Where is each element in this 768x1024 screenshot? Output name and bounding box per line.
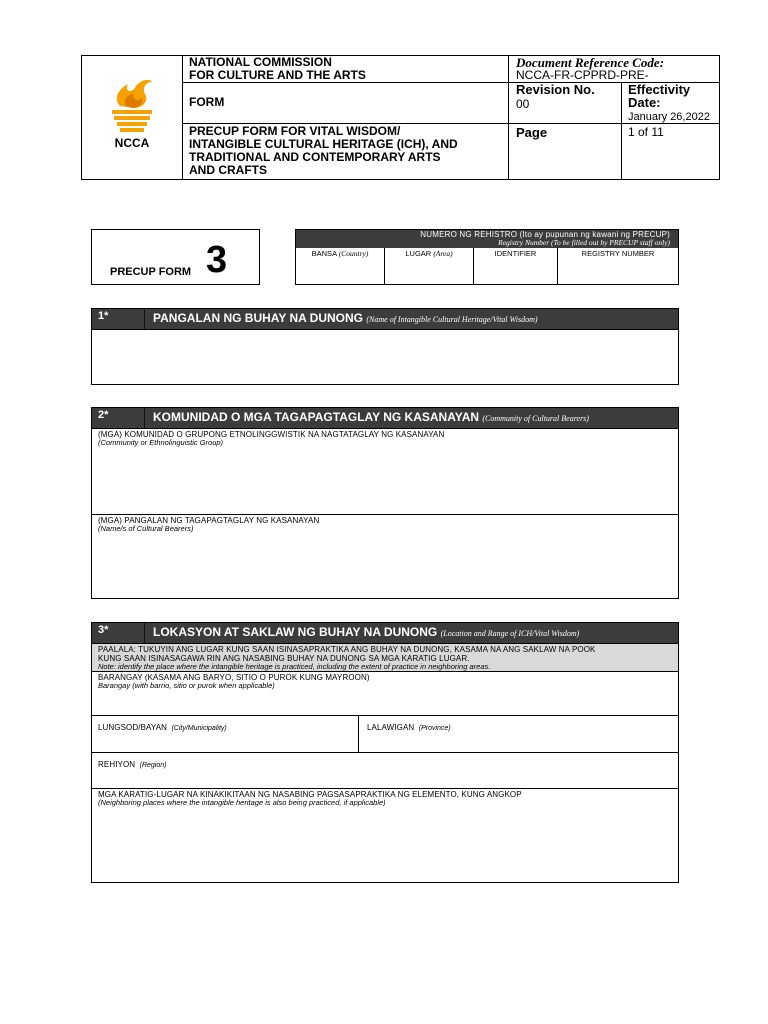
section-2-number: 2*: [98, 409, 109, 421]
country-label-en: (Country): [338, 249, 369, 258]
precup-form-label: PRECUP FORM: [110, 266, 192, 278]
city-label: LUNGSOD/BAYAN: [98, 723, 168, 732]
section-1-title-en: (Name of Intangible Cultural Heritage/Vital Wisdom): [366, 315, 538, 324]
section-3-number: 3*: [98, 624, 109, 636]
section-3-title-en: (Location and Range of ICH/Vital Wisdom): [440, 629, 580, 638]
org-line-1: NATIONAL COMMISSION: [189, 55, 332, 69]
page-value: 1 of 11: [628, 125, 664, 139]
community-field[interactable]: [92, 428, 678, 514]
registry-country-field[interactable]: [296, 248, 385, 284]
section-3-title-text: LOKASYON AT SAKLAW NG BUHAY NA DUNONG: [153, 625, 438, 639]
section-3: [91, 622, 679, 883]
registry-header: [296, 230, 678, 248]
cultural-bearers-label: (MGA) PANGALAN NG TAGAPAGTAGLAY NG KASANAYAN: [98, 516, 320, 525]
note-line-2: KUNG SAAN ISINASAGAWA RIN ANG NASABING BUHAY NA DUNONG SA MGA KARATIG LUGAR.: [98, 654, 470, 663]
barangay-label: BARANGAY (KASAMA ANG BARYO, SITIO O PUROK KUNG MAYROON): [98, 673, 370, 682]
section-1-number: 1*: [98, 310, 109, 322]
precup-form-box: [91, 229, 260, 285]
org-line-2: FOR CULTURE AND THE ARTS: [189, 68, 366, 82]
ich-name-field[interactable]: [92, 329, 678, 384]
neighboring-label-en: (Neighboring places where the intangible heritage is also being practiced, if applicable): [98, 798, 386, 807]
barangay-field[interactable]: [92, 671, 678, 715]
precup-form-number: 3: [206, 239, 228, 281]
title-line-4: AND CRAFTS: [189, 163, 267, 177]
region-label: REHIYON: [98, 760, 136, 769]
revision-value: 00: [516, 97, 530, 111]
location-note: [92, 643, 678, 671]
doc-ref-value: NCCA-FR-CPPRD-PRE-: [516, 68, 649, 82]
effectivity-value: January 26,2022: [628, 111, 710, 123]
city-field[interactable]: [92, 716, 359, 752]
community-label: (MGA) KOMUNIDAD O GRUPONG ETNOLINGGWISTIK NA NAGTATAGLAY NG KASANAYAN: [98, 430, 445, 439]
city-province-row: [92, 715, 678, 752]
area-label-en: (Area): [433, 249, 453, 258]
registry-number-field[interactable]: REGISTRY NUMBER: [581, 249, 655, 258]
neighboring-label: MGA KARATIG-LUGAR NA KINAKIKITAAN NG NASABING PAGSASAPRAKTIKA NG ELEMENTO, KUNG ANGKOP: [98, 790, 522, 799]
community-label-en: (Community or Ethnolinguistic Group): [98, 438, 224, 447]
city-label-en: (City/Municipality): [171, 725, 227, 732]
registry-identifier-field[interactable]: IDENTIFIER: [474, 248, 558, 284]
province-label: LALAWIGAN: [367, 723, 415, 732]
section-1-title: [144, 309, 538, 329]
organization-name: [183, 56, 509, 83]
region-field[interactable]: [92, 752, 678, 788]
note-line-1: PAALALA: TUKUYIN ANG LUGAR KUNG SAAN ISINASAPRAKTIKA ANG BUHAY NA DUNONG, KASAMA NA ANG SAKLAW NA POOK: [98, 645, 596, 654]
logo-text: NCCA: [114, 136, 150, 150]
section-1-header: [92, 309, 678, 329]
registry-number-box: [295, 229, 679, 285]
province-field[interactable]: [359, 716, 678, 752]
section-1-title-text: PANGALAN NG BUHAY NA DUNONG: [153, 311, 364, 325]
doc-ref-label: Document Reference Code:: [516, 55, 665, 70]
section-2-title-text: KOMUNIDAD O MGA TAGAPAGTAGLAY NG KASANAYAN: [153, 410, 480, 424]
section-2-header: [92, 408, 678, 428]
revision-cell: [509, 83, 622, 124]
title-line-3: TRADITIONAL AND CONTEMPORARY ARTS: [189, 150, 441, 164]
section-1: [91, 308, 679, 385]
cultural-bearers-label-en: (Name/s of Cultural Bearers): [98, 524, 194, 533]
revision-label: Revision No.: [516, 82, 595, 97]
note-english: Note: identify the place where the intangible heritage is practiced, including the extent of practice in neighboring areas.: [98, 662, 491, 671]
cultural-bearers-field[interactable]: [92, 514, 678, 598]
effectivity-label: Effectivity Date:: [628, 82, 691, 110]
registry-columns: [296, 248, 678, 284]
title-line-2: INTANGIBLE CULTURAL HERITAGE (ICH), AND: [189, 137, 458, 151]
neighboring-places-field[interactable]: [92, 788, 678, 881]
flame-icon: [106, 76, 158, 136]
registry-header-line-1: NUMERO NG REHISTRO (Ito ay pupunan ng kawani ng PRECUP): [420, 230, 670, 239]
section-3-header: [92, 623, 678, 643]
effectivity-cell: [622, 83, 719, 124]
doc-reference-cell: [509, 56, 719, 83]
form-label: FORM: [183, 83, 509, 124]
form-title: [183, 124, 509, 179]
ncca-logo: [82, 56, 183, 179]
region-label-en: (Region): [139, 762, 167, 769]
section-2: [91, 407, 679, 599]
section-2-title-en: (Community of Cultural Bearers): [482, 414, 589, 423]
province-label-en: (Province): [418, 725, 451, 732]
barangay-label-en: Barangay (with barrio, sitio or purok when applicable): [98, 681, 275, 690]
area-label: LUGAR: [405, 249, 432, 258]
section-3-title: [144, 623, 579, 643]
document-header: [81, 55, 720, 180]
registry-header-line-2: Registry Number (To be filled out by PRECUP staff only): [498, 238, 670, 247]
country-label: BANSA: [311, 249, 337, 258]
section-2-title: [144, 408, 589, 428]
page-label: Page: [509, 124, 622, 179]
registry-area-field[interactable]: [385, 248, 474, 284]
title-line-1: PRECUP FORM FOR VITAL WISDOM/: [189, 124, 401, 138]
